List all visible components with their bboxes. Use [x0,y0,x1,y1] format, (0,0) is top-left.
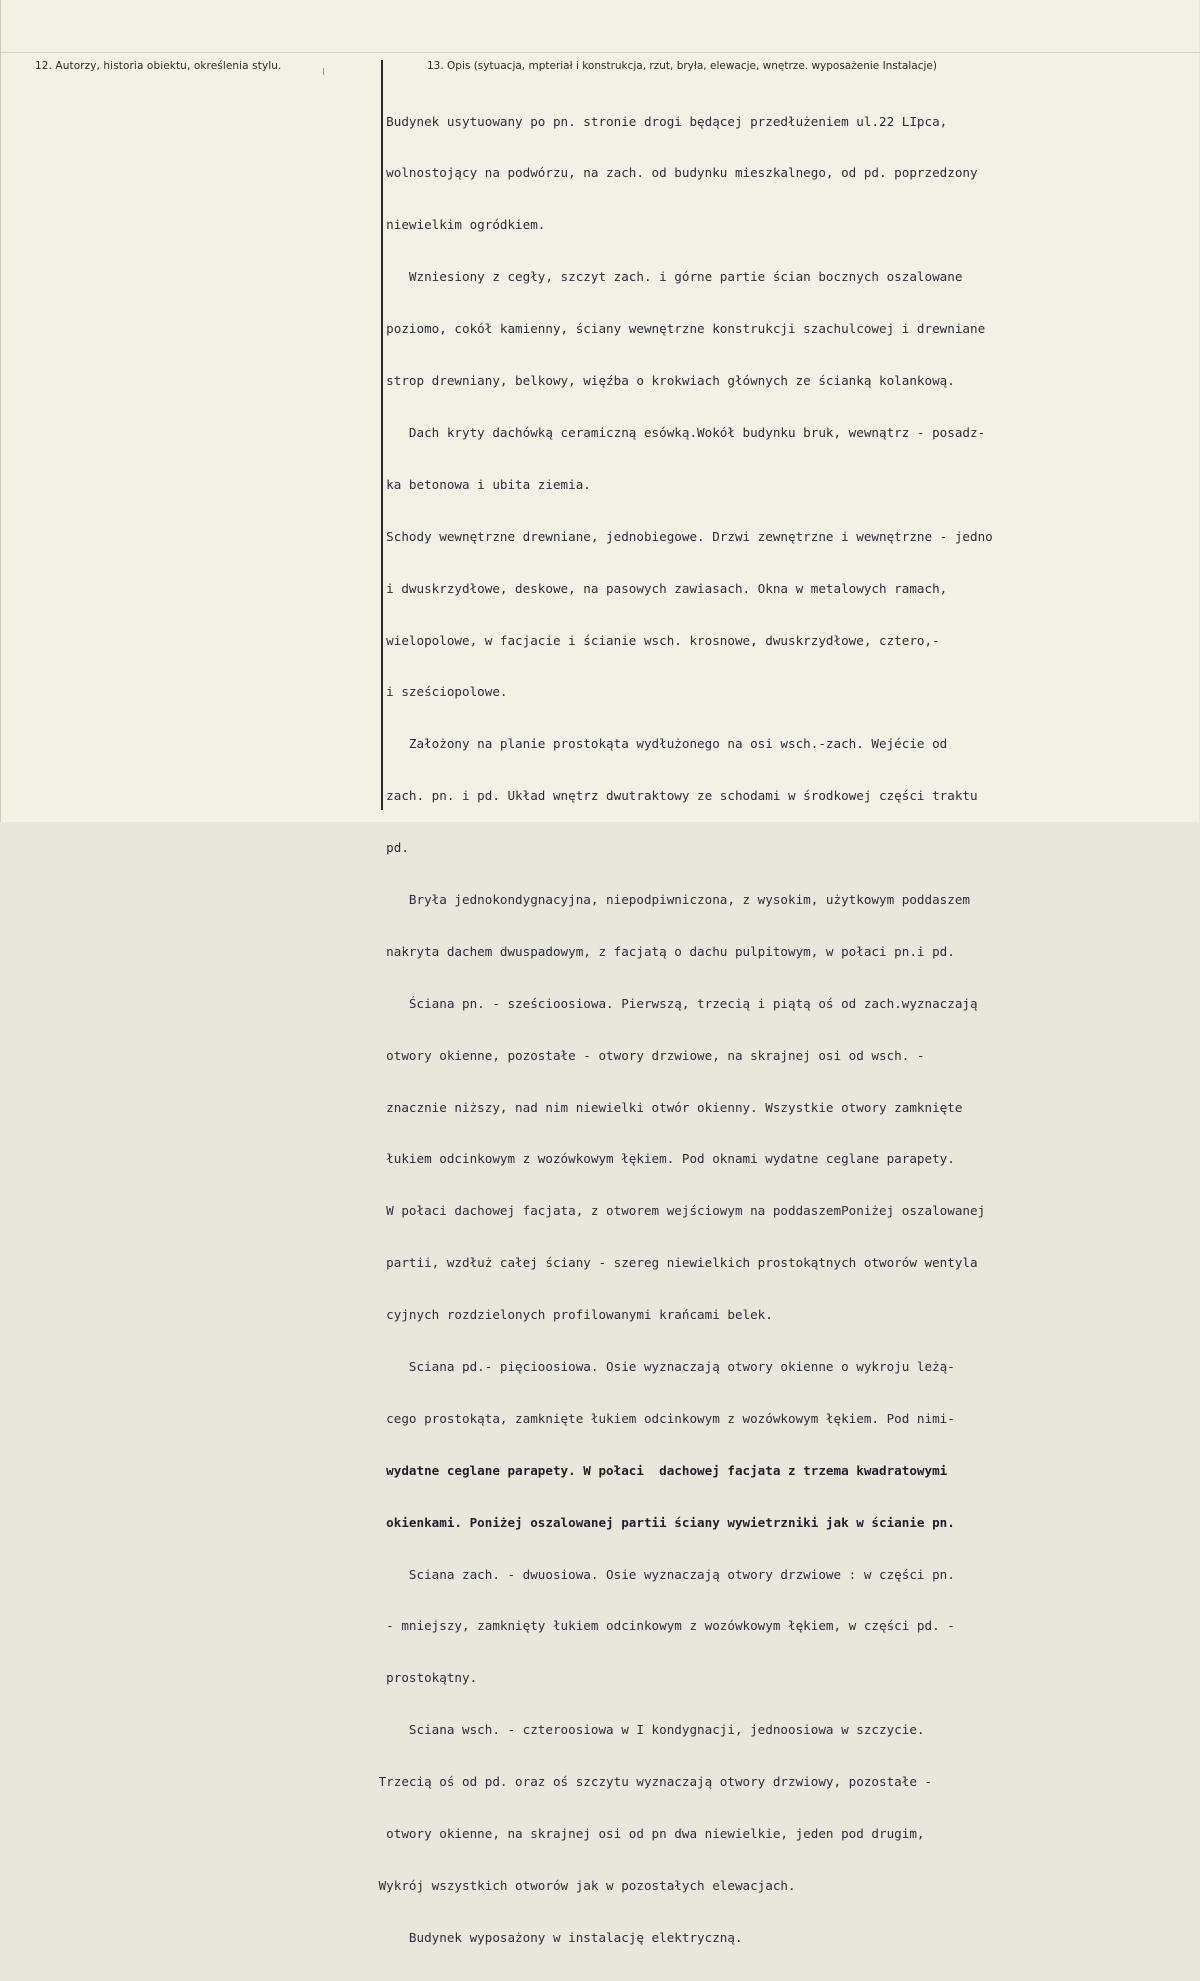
text-line: Trzecią oś od pd. oraz oś szczytu wyznaczają otwory drzwiowy, pozostałe - [371,1774,933,1790]
tick-mark [323,68,324,75]
text-line: i dwuskrzydłowe, deskowe, na pasowych zawiasach. Okna w metalowych ramach, [371,580,948,596]
text-line: zach. pn. i pd. Układ wnętrz dwutraktowy ze schodami w środkowej części traktu [371,788,978,804]
text-line: Budynek usytuowany po pn. stronie drogi będącej przedłużeniem ul.22 LIpca, [371,113,948,129]
text-line: Sciana wsch. - czteroosiowa w I kondygnacji, jednoosiowa w szczycie. [371,1722,925,1738]
text-line: W połaci dachowej facjata, z otworem wejściowym na poddaszemPoniżej oszalowanej [371,1203,986,1219]
text-line: otwory okienne, pozostałe - otwory drzwiowe, na skrajnej osi od wsch. - [371,1047,925,1063]
text-line: Wykrój wszystkich otworów jak w pozostałych elewacjach. [371,1877,796,1893]
section-12-heading: 12. Autorzy, historia obiektu, określenia stylu. [35,60,282,72]
text-line: otwory okienne, na skrajnej osi od pn dwa niewielkie, jeden pod drugim, [371,1825,925,1841]
text-line: poziomo, cokół kamienny, ściany wewnętrzne konstrukcji szachulcowej i drewniane [371,321,986,337]
text-line: strop drewniany, belkowy, więźba o krokwiach głównych ze ścianką kolankową. [371,373,955,389]
text-line: Ściana pn. - sześcioosiowa. Pierwszą, trzecią i piątą oś od zach.wyznaczają [371,995,978,1011]
text-line: wydatne ceglane parapety. W połaci dachowej facjata z trzema kwadratowymi [371,1462,948,1478]
text-line: Dach kryty dachówką ceramiczną esówką.Wokół budynku bruk, wewnątrz - posadz- [371,424,986,440]
text-line: niewielkim ogródkiem. [371,217,546,233]
text-line: Budynek wyposażony w instalację elektryczną. [371,1929,743,1945]
text-line: ka betonowa i ubita ziemia. [371,476,591,492]
text-line: partii, wzdłuż całej ściany - szereg niewielkich prostokątnych otworów wentyla [371,1255,978,1271]
text-line: wolnostojący na podwórzu, na zach. od budynku mieszkalnego, od pd. poprzedzony [371,165,978,181]
text-line: łukiem odcinkowym z wozówkowym łękiem. Pod oknami wydatne ceglane parapety. [371,1151,955,1167]
text-line: pd. [371,840,409,856]
text-line: Wzniesiony z cegły, szczyt zach. i górne partie ścian bocznych oszalowane [371,269,963,285]
text-line: prostokątny. [371,1670,478,1686]
text-line: i sześciopolowe. [371,684,508,700]
section-13-heading: 13. Opis (sytuacja, mpteriał i konstrukcja, rzut, bryła, elewacje, wnętrze. wyposażenie Instalacje) [427,60,937,72]
text-line: znacznie niższy, nad nim niewielki otwór okienny. Wszystkie otwory zamknięte [371,1099,963,1115]
text-line: okienkami. Poniżej oszalowanej partii ściany wywietrzniki jak w ścianie pn. [371,1514,955,1530]
text-line: wielopolowe, w facjacie i ścianie wsch. krosnowe, dwuskrzydłowe, cztero,- [371,632,940,648]
text-line: Schody wewnętrzne drewniane, jednobiegowe. Drzwi zewnętrzne i wewnętrzne - jedno [371,528,993,544]
text-line: Sciana pd.- pięcioosiowa. Osie wyznaczają otwory okienne o wykroju leżą- [371,1358,955,1374]
text-line: - mniejszy, zamknięty łukiem odcinkowym z wozówkowym łękiem, w części pd. - [371,1618,955,1634]
top-rule [1,52,1200,53]
text-line: Założony na planie prostokąta wydłużonego na osi wsch.-zach. Wejécie od [371,736,948,752]
text-line: cego prostokąta, zamknięte łukiem odcinkowym z wozówkowym łękiem. Pod nimi- [371,1410,955,1426]
description-text [371,78,1171,1981]
text-line: cyjnych rozdzielonych profilowanymi krańcami belek. [371,1307,773,1323]
text-line: Bryła jednokondygnacyjna, niepodpiwniczona, z wysokim, użytkowym poddaszem [371,891,970,907]
text-line: nakryta dachem dwuspadowym, z facjatą o dachu pulpitowym, w połaci pn.i pd. [371,943,955,959]
text-line: Sciana zach. - dwuosiowa. Osie wyznaczają otwory drzwiowe : w części pn. [371,1566,955,1582]
